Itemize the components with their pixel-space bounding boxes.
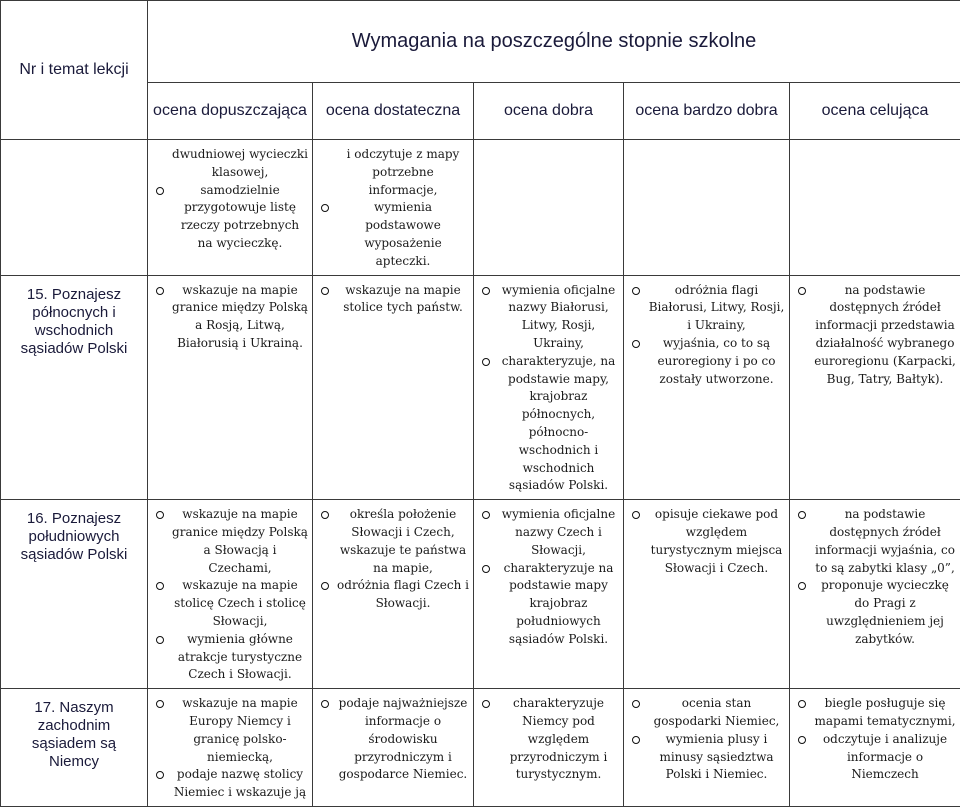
requirement-text: odróżnia flagi Czech i Słowacji. [337,577,469,613]
requirement-cell [148,500,313,689]
lesson-cell [1,500,148,689]
requirement-cell [624,500,790,689]
lesson-cell [1,275,148,500]
requirement-item [630,335,785,388]
requirement-text: wskazuje na mapie stolicę Czech i stolicę Słowacji, [172,577,308,630]
requirement-item [319,506,469,577]
requirements-header: Wymagania na poszczególne stopnie szkolne [148,1,960,83]
requirement-item [796,731,956,784]
requirement-item [154,766,308,802]
requirement-cell [474,140,624,276]
requirement-text: odczytuje i analizuje informacje o Niemczech [814,731,956,784]
requirement-item [796,695,956,731]
requirement-cell [624,689,790,807]
requirement-item [154,695,308,766]
requirement-item [480,695,619,784]
requirement-item [319,695,469,784]
bullet-icon [156,700,164,708]
bullet-icon [482,565,490,573]
bullet-icon [156,511,164,519]
bullet-icon [632,511,640,519]
requirement-text: wymienia główne atrakcje turystyczne Czech i Słowacji. [172,631,308,684]
lesson-title: 15. Poznajesz północnych i wschodnich sąsiadów Polski [1,286,147,358]
bullet-icon [798,582,806,590]
requirement-list [313,689,473,788]
table-row [1,689,960,807]
bullet-icon [798,511,806,519]
requirement-text: biegle posługuje się mapami tematycznymi, [814,695,956,731]
requirement-cell [313,140,474,276]
requirement-text: charakteryzuje, na podstawie mapy, krajobraz północnych, północno-wschodnich i wschodnich sąsiadów Polski. [498,353,619,495]
requirement-text: wskazuje na mapie granice między Polską a Rosją, Litwą, Białorusią i Ukrainą. [172,282,308,353]
requirement-list [148,276,312,357]
requirement-text: charakteryzuje na podstawie mapy krajobraz południowych sąsiadów Polski. [498,560,619,649]
requirement-cell [790,140,960,276]
grade-header: ocena bardzo dobra [624,83,790,140]
requirement-list [624,276,789,393]
requirement-item [319,199,469,270]
bullet-icon [482,700,490,708]
requirement-text: opisuje ciekawe pod względem turystycznym miejsca Słowacji i Czech. [648,506,785,577]
requirement-item [630,695,785,731]
bullet-icon [321,287,329,295]
requirement-cell [313,500,474,689]
requirement-item [480,560,619,649]
bullet-icon [321,511,329,519]
requirement-cell [148,275,313,500]
bullet-icon [321,700,329,708]
requirement-text: dwudniowej wycieczki klasowej, [172,146,308,182]
grade-header: ocena dobra [474,83,624,140]
requirement-item [319,577,469,613]
bullet-icon [321,582,329,590]
requirement-cell [790,500,960,689]
requirement-text: podaje nazwę stolicy Niemiec i wskazuje ją [172,766,308,802]
requirement-text: określa położenie Słowacji i Czech, wskazuje te państwa na mapie, [337,506,469,577]
requirement-item [480,506,619,559]
bullet-icon [156,287,164,295]
requirement-cell [790,689,960,807]
lesson-cell [1,140,148,276]
requirement-item [154,631,308,684]
grade-header: ocena celująca [790,83,960,140]
lesson-title: 16. Poznajesz południowych sąsiadów Polski [1,510,147,564]
table-row [1,140,960,276]
requirement-list [148,500,312,688]
requirement-text: wskazuje na mapie stolice tych państw. [337,282,469,318]
requirement-item [480,353,619,495]
requirement-list [624,689,789,788]
requirement-item [154,577,308,630]
requirement-cell [313,275,474,500]
bullet-icon [632,736,640,744]
requirement-cell [474,500,624,689]
requirement-cell [624,275,790,500]
requirement-text: na podstawie dostępnych źródeł informacji przedstawia działalność wybranego euroregionu (Karpacki, Bug, Tatry, Bałtyk). [814,282,956,389]
requirement-cell [624,140,790,276]
bullet-icon [156,187,164,195]
requirement-list [790,500,960,652]
bullet-icon [156,636,164,644]
bullet-icon [482,511,490,519]
requirement-item [154,282,308,353]
requirement-text: odróżnia flagi Białorusi, Litwy, Rosji, i Ukrainy, [648,282,785,335]
requirement-list [474,276,623,500]
requirement-item [480,282,619,353]
requirement-list [624,140,789,150]
requirement-cell [474,689,624,807]
requirement-item [319,146,469,199]
requirement-item [319,282,469,318]
requirement-list [790,276,960,393]
requirement-list [313,276,473,322]
bullet-icon [632,700,640,708]
requirement-list [790,140,960,150]
requirement-text: wymienia podstawowe wyposażenie apteczki. [337,199,469,270]
requirement-text: samodzielnie przygotowuje listę rzeczy potrzebnych na wycieczkę. [172,182,308,253]
requirement-list [624,500,789,581]
requirement-item [630,506,785,577]
table-row [1,275,960,500]
lesson-cell [1,689,148,807]
requirement-item [154,506,308,577]
requirement-list [148,140,312,257]
requirement-text: i odczytuje z mapy potrzebne informacje, [337,146,469,199]
bullet-icon [632,340,640,348]
requirement-item [796,577,956,648]
requirement-list [313,500,473,617]
requirement-text: wymienia oficjalne nazwy Białorusi, Litwy, Rosji, Ukrainy, [498,282,619,353]
requirement-text: wymienia oficjalne nazwy Czech i Słowacji, [498,506,619,559]
requirement-item [796,282,956,389]
requirement-text: podaje najważniejsze informacje o środowisku przyrodniczym i gospodarce Niemiec. [337,695,469,784]
requirement-list [474,140,623,150]
requirement-list [790,689,960,788]
requirement-text: wymienia plusy i minusy sąsiedztwa Polski i Niemiec. [648,731,785,784]
requirement-list [313,140,473,275]
lesson-title: 17. Naszym zachodnim sąsiadem są Niemcy [1,699,147,771]
requirement-cell [148,689,313,807]
requirement-text: na podstawie dostępnych źródeł informacji wyjaśnia, co to są zabytki klasy „0”, [814,506,956,577]
bullet-icon [321,204,329,212]
bullet-icon [156,582,164,590]
bullet-icon [798,700,806,708]
grade-header: ocena dopuszczająca [148,83,313,140]
requirement-item [630,731,785,784]
bullet-icon [482,287,490,295]
bullet-icon [156,771,164,779]
lesson-column-header: Nr i temat lekcji [1,1,148,140]
requirement-text: wyjaśnia, co to są euroregiony i po co zostały utworzone. [648,335,785,388]
requirement-cell [313,689,474,807]
requirement-item [154,146,308,182]
requirement-text: charakteryzuje Niemcy pod względem przyrodniczym i turystycznym. [498,695,619,784]
bullet-icon [798,287,806,295]
bullet-icon [482,358,490,366]
bullet-icon [798,736,806,744]
bullet-icon [632,287,640,295]
requirement-item [154,182,308,253]
requirement-text: wskazuje na mapie granice między Polską a Słowacją i Czechami, [172,506,308,577]
requirement-text: ocenia stan gospodarki Niemiec, [648,695,785,731]
header-row-1 [1,1,960,83]
requirement-list [148,689,312,806]
requirement-cell [474,275,624,500]
requirement-text: proponuje wycieczkę do Pragi z uwzględnieniem jej zabytków. [814,577,956,648]
requirement-cell [790,275,960,500]
requirement-item [630,282,785,335]
requirement-item [796,506,956,577]
requirement-list [474,500,623,652]
requirement-list [474,689,623,788]
table-row [1,500,960,689]
grade-header: ocena dostateczna [313,83,474,140]
requirement-cell [148,140,313,276]
requirement-text: wskazuje na mapie Europy Niemcy i granicę polsko-niemiecką, [172,695,308,766]
